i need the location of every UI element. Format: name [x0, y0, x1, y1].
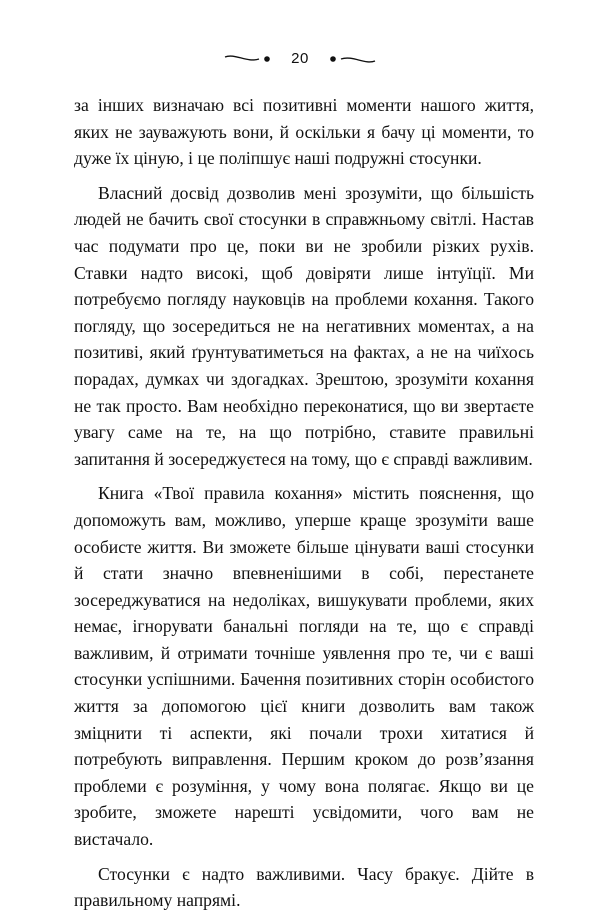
- body-text: [74, 92, 534, 922]
- paragraph-2: Власний досвід дозволив мені зрозуміти, що більшість людей не бачить свої стосунки в справжньому світлі. Настав час подумати про це, поки ви не зробили різких рухів. Ставки надто високі, щоб довіряти лише інтуїції. Ми потребуємо погляду науковців на проблеми кохання. Такого погляду, що зосередиться не на негативних моментах, а на позитиві, який ґрунтуватиметься на фактах, а не на чиїхось порадах, думках чи здогадках. Зрештою, зрозуміти кохання не так просто. Вам необхідно переконатися, що ви звертаєте увагу саме на те, на що потрібно, ставите правильні запитання й зосереджуєтеся на тому, що є справді важливим.: [74, 182, 534, 469]
- paragraph-4: Стосунки є надто важливими. Часу бракує. Дійте в правильному напрямі.: [74, 863, 534, 911]
- right-ornament-icon: [327, 52, 377, 66]
- page-number: 20: [291, 50, 309, 67]
- paragraph-1: за інших визначаю всі позитивні моменти нашого життя, яких не зауважують вони, й оскільки я бачу ці моменти, то дуже їх ціную, і це поліпшує наші подружні стосунки.: [74, 95, 534, 169]
- paragraph-3: Книга «Твої правила кохання» містить пояснення, що допоможуть вам, можливо, уперше краще зрозуміти ваше особисте життя. Ви зможете більше цінувати ваші стосунки й стати значно впевненішими в собі, перестанете зосереджуватися на недоліках, вишукувати проблеми, яких немає, ігнорувати банальні погляди на те, що є справді важливим, й отримати точніше уявлення про те, чи є ваші стосунки успішними. Бачення позитивних сторін особистого життя за допомогою цієї книги дозволить вам також зміцнити ті аспекти, які почали трохи хитатися й потребують виправлення. Першим кроком до розв’язання проблеми є розуміння, у чому вона полягає. Якщо ви це зробите, зможете нарешті усвідомити, чого вам не вистачало.: [74, 483, 534, 850]
- page-header: [0, 50, 600, 67]
- left-ornament-icon: [223, 52, 273, 66]
